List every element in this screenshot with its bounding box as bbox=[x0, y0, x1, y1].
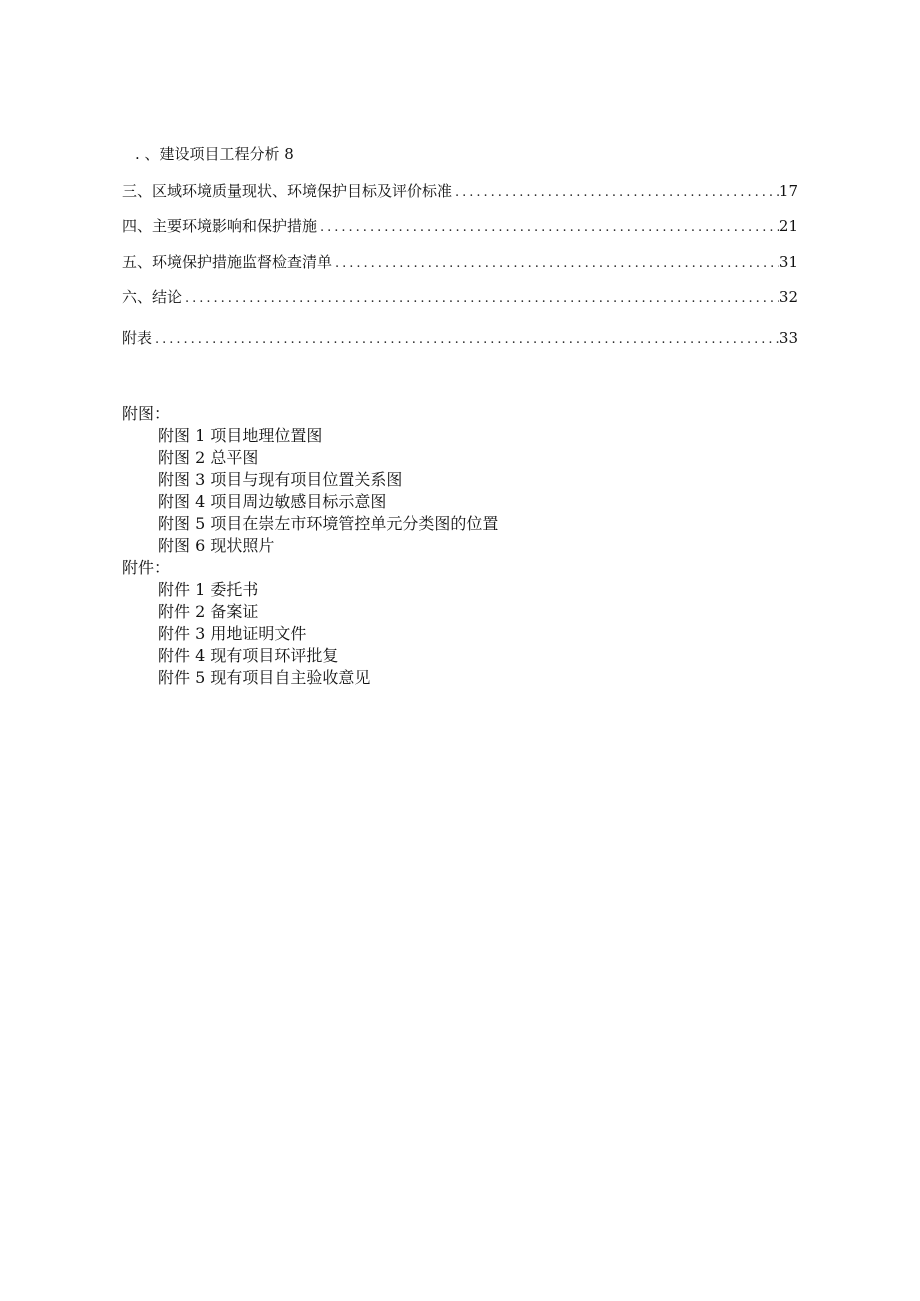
toc-leader-dots bbox=[332, 253, 779, 275]
attachments-list bbox=[158, 579, 370, 689]
figure-item: 附图 1 项目地理位置图 bbox=[158, 426, 323, 445]
toc-entry[interactable] bbox=[122, 215, 798, 237]
attachment-item: 附件 3 用地证明文件 bbox=[158, 624, 307, 643]
figure-item: 附图 4 项目周边敏感目标示意图 bbox=[158, 492, 387, 511]
figures-list bbox=[158, 425, 498, 557]
toc-entry[interactable] bbox=[122, 327, 798, 349]
toc-leader-dots bbox=[152, 329, 779, 351]
toc-entry-page: 32 bbox=[778, 288, 798, 306]
figures-heading: 附图： bbox=[122, 404, 171, 423]
attachment-item: 附件 4 现有项目环评批复 bbox=[158, 646, 339, 665]
toc-first-line: . 、建设项目工程分析 8 bbox=[135, 145, 294, 163]
toc-entry[interactable] bbox=[122, 251, 798, 273]
toc-leader-dots bbox=[317, 217, 779, 239]
toc-entry[interactable] bbox=[122, 286, 798, 308]
attachments-heading: 附件： bbox=[122, 558, 171, 577]
toc-entry-page: 21 bbox=[778, 217, 798, 235]
toc-entry[interactable] bbox=[122, 180, 798, 202]
attachment-item: 附件 1 委托书 bbox=[158, 580, 259, 599]
figure-item: 附图 2 总平图 bbox=[158, 448, 259, 467]
toc-entry-title: 四、主要环境影响和保护措施 bbox=[122, 217, 318, 235]
attachment-item: 附件 2 备案证 bbox=[158, 602, 259, 621]
toc-leader-dots bbox=[452, 182, 779, 204]
figure-item: 附图 3 项目与现有项目位置关系图 bbox=[158, 470, 403, 489]
toc-entry-title: 三、区域环境质量现状、环境保护目标及评价标准 bbox=[122, 182, 453, 200]
toc-leader-dots bbox=[182, 288, 779, 310]
figure-item: 附图 6 现状照片 bbox=[158, 536, 275, 555]
toc-entry-page: 17 bbox=[778, 182, 798, 200]
toc-entry-title: 五、环境保护措施监督检查清单 bbox=[122, 253, 333, 271]
attachment-item: 附件 5 现有项目自主验收意见 bbox=[158, 668, 371, 687]
toc-entry-page: 33 bbox=[778, 329, 798, 347]
figure-item: 附图 5 项目在崇左市环境管控单元分类图的位置 bbox=[158, 514, 499, 533]
toc-entry-title: 六、结论 bbox=[122, 288, 183, 306]
toc-entry-title: 附表 bbox=[122, 329, 153, 347]
toc-entry-page: 31 bbox=[778, 253, 798, 271]
